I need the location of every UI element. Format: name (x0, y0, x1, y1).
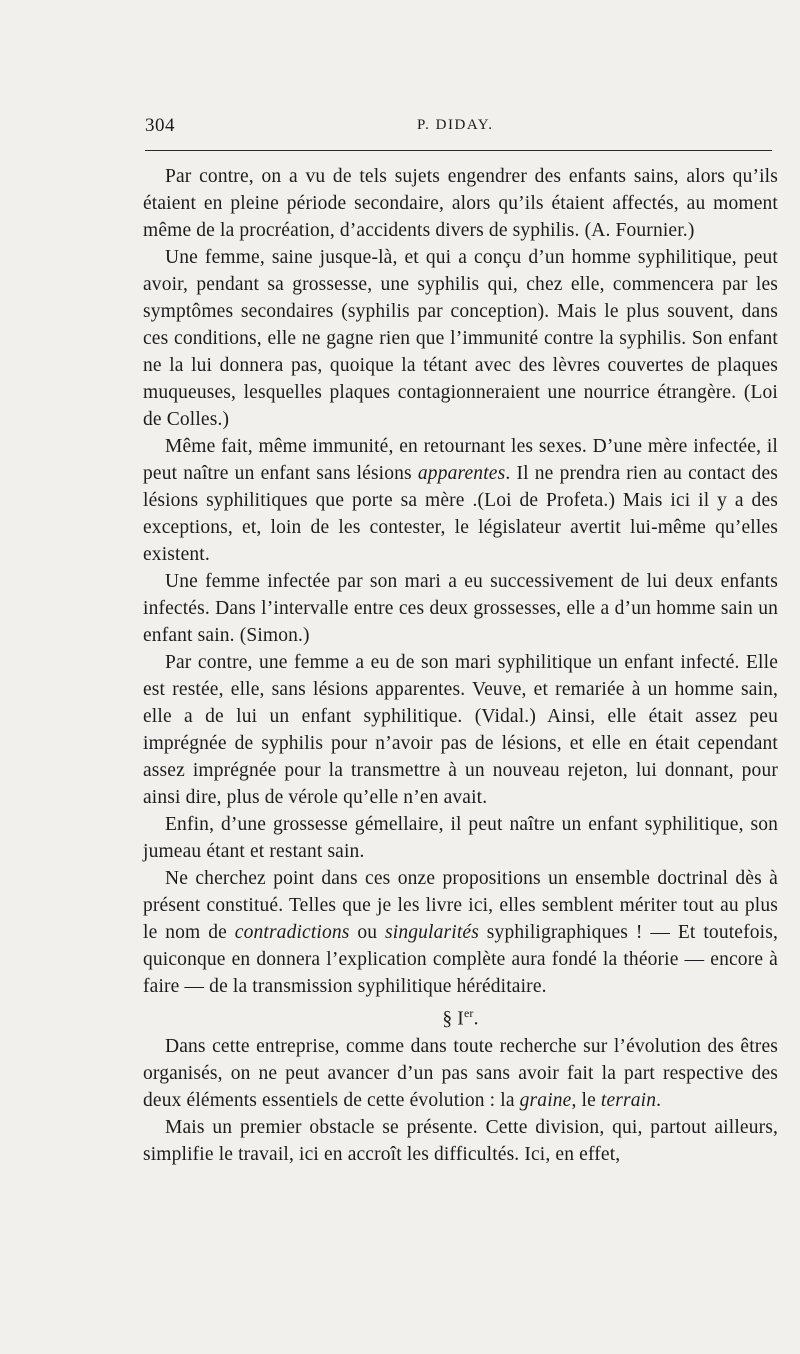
italic-term: terrain (600, 1089, 657, 1111)
paragraph: Mais un premier obstacle se présente. Cette division, qui, partout ailleurs, simplifie le travail, ici en accroît les difficultés. Ici, en effet, (143, 1116, 778, 1165)
italic-term: apparentes (417, 463, 506, 484)
paragraph: Même fait, même immunité, en retournant les sexes. D’une mère infectée, il peut naître un enfant sans lésions apparentes. Il ne prendra rien au contact des lésions syphilitiques que porte sa mère .(Loi de Profeta.) Mais ici il y a des exceptions, et, loin de les contester, le législateur avertit lui-même qu’elles existent. (143, 436, 778, 565)
main-text (143, 163, 778, 1168)
running-head: P. DIDAY. (417, 117, 494, 133)
italic-term: singularités (385, 922, 479, 943)
paragraph: Par contre, une femme a eu de son mari syphilitique un enfant infecté. Elle est restée, elle, sans lésions apparentes. Veuve, et remariée à un homme sain, elle a de lui un enfant syphilitique. (Vidal.) Ainsi, elle était assez peu imprégnée de syphilis pour n’avoir pas de lésions, et elle en était cependant assez imprégnée pour la transmettre à un nouveau rejeton, lui donnant, pour ainsi dire, plus de vérole qu’elle n’en avait. (143, 652, 778, 808)
paragraph: Enfin, d’une grossesse gémellaire, il peut naître un enfant syphilitique, son jumeau étant et restant sain. (143, 814, 778, 862)
page-number: 304 (145, 115, 175, 136)
page-header (145, 115, 770, 141)
section-heading: § Ier. (442, 1006, 479, 1030)
paragraph: Ne cherchez point dans ces onze propositions un ensemble doctrinal dès à présent constitué. Telles que je les livre ici, elles semblent mériter tout au plus le nom de contradictions ou singularités syphiligraphiques ! — Et toutefois, quiconque en donnera l’explication complète aura fondé la théorie — encore à faire — de la transmission syphilitique héréditaire. (143, 868, 778, 997)
paragraph: Par contre, on a vu de tels sujets engendrer des enfants sains, alors qu’ils étaient en pleine période secondaire, alors qu’ils étaient affectés, au moment même de la procréation, d’accidents divers de syphilis. (A. Fournier.) (143, 166, 778, 241)
paragraph: Une femme, saine jusque-là, et qui a conçu d’un homme syphilitique, peut avoir, pendant sa grossesse, une syphilis qui, chez elle, commencera par les symptômes secondaires (syphilis par conception). Mais le plus souvent, dans ces conditions, elle ne gagne rien que l’immunité contre la syphilis. Son enfant ne la lui donnera pas, quoique la tétant avec des lèvres couvertes de plaques muqueuses, lesquelles plaques contagionneraient une nourrice étrangère. (Loi de Colles.) (143, 247, 778, 430)
paragraph: Dans cette entreprise, comme dans toute recherche sur l’évolution des êtres organisés, on ne peut avancer d’un pas sans avoir fait la part respective des deux éléments essentiels de cette évolution : la graine, le terrain. (143, 1035, 778, 1111)
header-rule (145, 150, 772, 151)
italic-term: contradictions (234, 922, 350, 943)
paragraph: Une femme infectée par son mari a eu successivement de lui deux enfants infectés. Dans l’intervalle entre ces deux grossesses, elle a d’un homme sain un enfant sain. (Simon.) (143, 571, 778, 646)
italic-term: graine (519, 1089, 572, 1111)
